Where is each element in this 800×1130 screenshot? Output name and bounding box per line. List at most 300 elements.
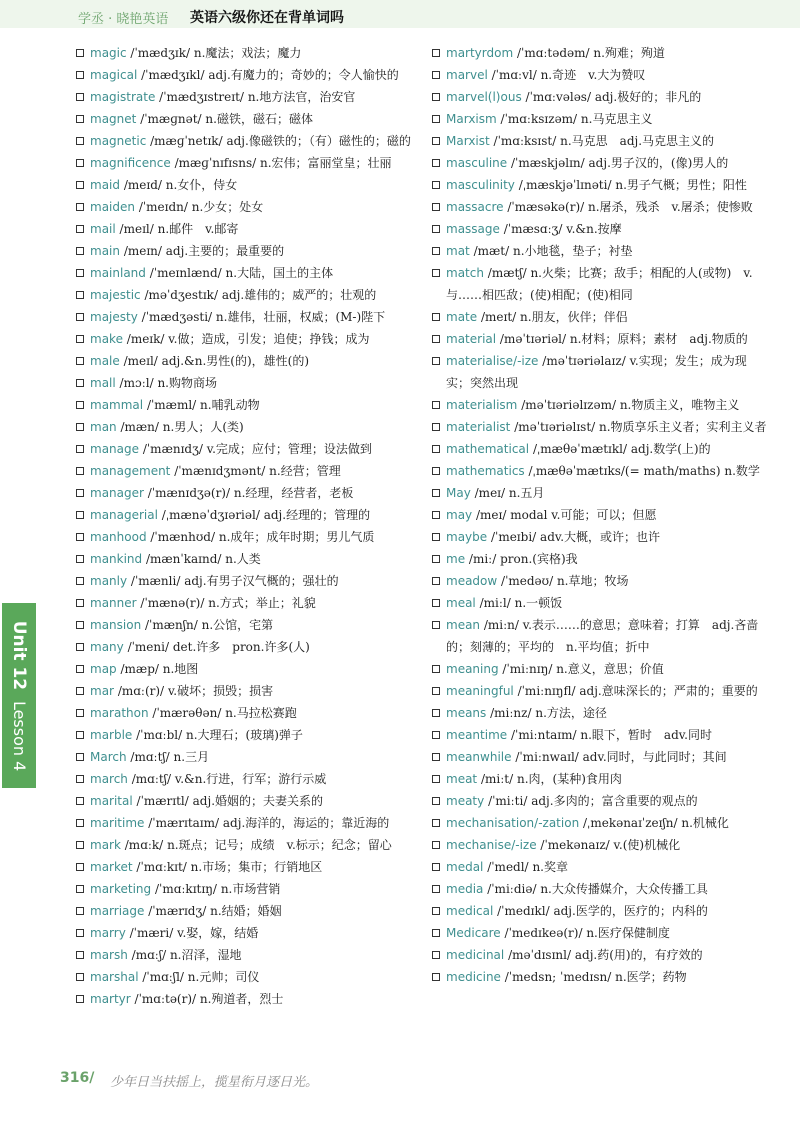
vocab-word: Marxist bbox=[446, 134, 490, 148]
vocab-definition: adj.医学的，医疗的；内科的 bbox=[553, 904, 708, 918]
vocab-pronunciation: /ˈmiːdiə/ bbox=[487, 882, 537, 896]
vocab-pronunciation: /ˈmænʃn/ bbox=[145, 618, 198, 632]
vocab-definition: v.实现；发生；成为现实；突然出现 bbox=[446, 354, 747, 390]
checkbox-icon[interactable] bbox=[76, 621, 84, 629]
vocab-pronunciation: /mɔːl/ bbox=[119, 376, 154, 390]
checkbox-icon[interactable] bbox=[76, 819, 84, 827]
checkbox-icon[interactable] bbox=[432, 907, 440, 915]
vocab-pronunciation: /ˈmeɪbi/ bbox=[490, 530, 537, 544]
unit-tab bbox=[2, 603, 36, 788]
vocab-word: May bbox=[446, 486, 471, 500]
vocab-pronunciation: /məˈtɪəriəlaɪz/ bbox=[542, 354, 626, 368]
checkbox-icon[interactable] bbox=[432, 423, 440, 431]
vocab-word: magical bbox=[90, 68, 138, 82]
vocab-entry bbox=[76, 570, 416, 592]
checkbox-icon[interactable] bbox=[432, 93, 440, 101]
vocab-word: marvel(l)ous bbox=[446, 90, 522, 104]
vocab-entry bbox=[432, 174, 767, 196]
vocab-word: medicinal bbox=[446, 948, 505, 962]
vocab-pronunciation: /ˈmiːntaɪm/ bbox=[510, 728, 577, 742]
checkbox-icon[interactable] bbox=[76, 313, 84, 321]
vocab-definition: adj.主要的；最重要的 bbox=[165, 244, 285, 258]
vocab-definition: n.宏伟；富丽堂皇；壮丽 bbox=[260, 156, 392, 170]
vocab-definition: n.屠杀，残杀 v.屠杀；使惨败 bbox=[588, 200, 753, 214]
vocab-pronunciation: /mæɡˈnɪfɪsns/ bbox=[174, 156, 257, 170]
vocab-entry bbox=[432, 86, 767, 108]
vocab-definition: n.马克思主义 bbox=[580, 112, 653, 126]
vocab-pronunciation: /miːn/ bbox=[483, 618, 519, 632]
checkbox-icon[interactable] bbox=[76, 115, 84, 123]
vocab-pronunciation: /ˈmɑːvl/ bbox=[491, 68, 537, 82]
vocab-entry bbox=[76, 526, 416, 548]
checkbox-icon[interactable] bbox=[76, 907, 84, 915]
vocab-word: majesty bbox=[90, 310, 138, 324]
vocab-definition: n.经理，经营者，老板 bbox=[233, 486, 354, 500]
vocab-word: magistrate bbox=[90, 90, 156, 104]
checkbox-icon[interactable] bbox=[76, 269, 84, 277]
vocab-pronunciation: /mætʃ/ bbox=[487, 266, 527, 280]
vocab-entry bbox=[432, 548, 767, 570]
vocab-definition: v.破坏；损毁；损害 bbox=[167, 684, 274, 698]
checkbox-icon[interactable] bbox=[432, 797, 440, 805]
vocab-word: magnetic bbox=[90, 134, 147, 148]
checkbox-icon[interactable] bbox=[432, 247, 440, 255]
vocab-definition: v.表示……的意思；意味着；打算 adj.吝啬的；刻薄的；平均的 n.平均值；折中 bbox=[446, 618, 759, 654]
vocab-word: materialise/-ize bbox=[446, 354, 539, 368]
vocab-entry bbox=[76, 284, 416, 306]
vocab-entry bbox=[432, 526, 767, 548]
vocab-word: marketing bbox=[90, 882, 152, 896]
checkbox-icon[interactable] bbox=[432, 731, 440, 739]
checkbox-icon[interactable] bbox=[432, 709, 440, 717]
page-number: 316/ bbox=[60, 1070, 95, 1086]
vocab-definition: n.成年；成年时期；男儿气质 bbox=[218, 530, 375, 544]
checkbox-icon[interactable] bbox=[76, 643, 84, 651]
vocab-entry bbox=[432, 240, 767, 262]
checkbox-icon[interactable] bbox=[76, 467, 84, 475]
vocab-pronunciation: /meɪn/ bbox=[123, 244, 162, 258]
checkbox-icon[interactable] bbox=[432, 357, 440, 365]
vocab-pronunciation: /ˈmærɪtl/ bbox=[136, 794, 189, 808]
vocab-entry bbox=[76, 130, 416, 152]
vocab-definition: n.元帅；司仪 bbox=[187, 970, 260, 984]
vocab-word: manager bbox=[90, 486, 144, 500]
checkbox-icon[interactable] bbox=[432, 511, 440, 519]
vocab-entry bbox=[76, 152, 416, 174]
vocab-definition: n.殉难；殉道 bbox=[593, 46, 665, 60]
vocab-definition: modal v.可能；可以；但愿 bbox=[510, 508, 657, 522]
checkbox-icon[interactable] bbox=[432, 115, 440, 123]
vocab-definition: n.殉道者，烈士 bbox=[199, 992, 284, 1006]
vocab-pronunciation: /ˈmænə(r)/ bbox=[140, 596, 205, 610]
checkbox-icon[interactable] bbox=[432, 753, 440, 761]
checkbox-icon[interactable] bbox=[432, 973, 440, 981]
checkbox-icon[interactable] bbox=[432, 885, 440, 893]
vocab-definition: adj.雄伟的；威严的；壮观的 bbox=[221, 288, 377, 302]
vocab-definition: n.方法，途径 bbox=[535, 706, 607, 720]
checkbox-icon[interactable] bbox=[432, 665, 440, 673]
vocab-word: marry bbox=[90, 926, 126, 940]
vocab-word: material bbox=[446, 332, 497, 346]
checkbox-icon[interactable] bbox=[76, 291, 84, 299]
vocab-entry bbox=[432, 658, 767, 680]
vocab-pronunciation: /ˈmæskjəlɪn/ bbox=[510, 156, 585, 170]
vocab-word: masculine bbox=[446, 156, 508, 170]
vocab-pronunciation: /mænˈkaɪnd/ bbox=[145, 552, 222, 566]
checkbox-icon[interactable] bbox=[432, 555, 440, 563]
vocab-word: match bbox=[446, 266, 484, 280]
vocab-definition: adj.有魔力的；奇妙的；令人愉快的 bbox=[208, 68, 399, 82]
vocab-definition: n.朋友，伙伴；伴侣 bbox=[520, 310, 628, 324]
vocab-entry bbox=[432, 790, 767, 812]
vocab-entry bbox=[432, 64, 767, 86]
checkbox-icon[interactable] bbox=[432, 137, 440, 145]
vocab-word: magic bbox=[90, 46, 127, 60]
vocab-entry bbox=[76, 372, 416, 394]
vocab-word: martyr bbox=[90, 992, 131, 1006]
vocab-pronunciation: /ˈmænli/ bbox=[130, 574, 181, 588]
checkbox-icon[interactable] bbox=[76, 797, 84, 805]
checkbox-icon[interactable] bbox=[432, 181, 440, 189]
checkbox-icon[interactable] bbox=[76, 335, 84, 343]
vocab-word: meanwhile bbox=[446, 750, 512, 764]
vocab-entry bbox=[76, 878, 416, 900]
vocab-entry bbox=[432, 394, 767, 416]
vocab-entry bbox=[76, 416, 416, 438]
vocab-word: marshal bbox=[90, 970, 139, 984]
vocab-word: management bbox=[90, 464, 171, 478]
vocab-definition: adj.有男子汉气概的；强壮的 bbox=[184, 574, 339, 588]
checkbox-icon[interactable] bbox=[76, 599, 84, 607]
vocab-word: materialist bbox=[446, 420, 511, 434]
checkbox-icon[interactable] bbox=[76, 753, 84, 761]
vocab-pronunciation: /ˈmiːti/ bbox=[488, 794, 528, 808]
vocab-word: meadow bbox=[446, 574, 498, 588]
vocab-entry bbox=[76, 460, 416, 482]
vocab-word: mar bbox=[90, 684, 114, 698]
vocab-pronunciation: /ˌmæθəˈmætɪks/(= math/maths) bbox=[528, 464, 721, 478]
vocab-definition: n.购物商场 bbox=[157, 376, 217, 390]
checkbox-icon[interactable] bbox=[76, 247, 84, 255]
checkbox-icon[interactable] bbox=[76, 929, 84, 937]
vocab-entry bbox=[432, 768, 767, 790]
checkbox-icon[interactable] bbox=[76, 423, 84, 431]
vocab-definition: n.一顿饭 bbox=[514, 596, 563, 610]
vocab-word: masculinity bbox=[446, 178, 515, 192]
vocab-entry bbox=[76, 306, 416, 328]
vocab-word: materialism bbox=[446, 398, 518, 412]
vocab-pronunciation: /meɪl/ bbox=[119, 222, 154, 236]
vocab-pronunciation: /meɪ/ bbox=[475, 508, 507, 522]
checkbox-icon[interactable] bbox=[432, 577, 440, 585]
vocab-word: mankind bbox=[90, 552, 143, 566]
right-column bbox=[432, 42, 767, 988]
vocab-entry bbox=[432, 746, 767, 768]
vocab-word: mechanisation/-zation bbox=[446, 816, 580, 830]
vocab-entry bbox=[432, 944, 767, 966]
vocab-word: marvel bbox=[446, 68, 488, 82]
vocab-definition: adj.药(用)的，有疗效的 bbox=[574, 948, 703, 962]
checkbox-icon[interactable] bbox=[76, 225, 84, 233]
checkbox-icon[interactable] bbox=[76, 973, 84, 981]
vocab-definition: n.地图 bbox=[162, 662, 199, 676]
checkbox-icon[interactable] bbox=[76, 775, 84, 783]
footer-motto: 少年日当扶摇上，揽星衔月逐日光。 bbox=[110, 1075, 319, 1090]
vocab-pronunciation: /ˈmiːnɪŋ/ bbox=[502, 662, 553, 676]
vocab-word: medicine bbox=[446, 970, 501, 984]
vocab-entry bbox=[432, 856, 767, 878]
vocab-entry bbox=[432, 702, 767, 724]
vocab-entry bbox=[76, 240, 416, 262]
vocab-word: male bbox=[90, 354, 120, 368]
vocab-word: manly bbox=[90, 574, 128, 588]
checkbox-icon[interactable] bbox=[76, 533, 84, 541]
checkbox-icon[interactable] bbox=[76, 49, 84, 57]
vocab-word: mate bbox=[446, 310, 478, 324]
checkbox-icon[interactable] bbox=[432, 49, 440, 57]
checkbox-icon[interactable] bbox=[432, 401, 440, 409]
vocab-word: maritime bbox=[90, 816, 145, 830]
checkbox-icon[interactable] bbox=[432, 445, 440, 453]
vocab-definition: v.做；造成，引发；追使；挣钱；成为 bbox=[168, 332, 370, 346]
vocab-pronunciation: /məˈtɪəriəlɪst/ bbox=[514, 420, 596, 434]
vocab-entry bbox=[432, 812, 767, 834]
vocab-word: manage bbox=[90, 442, 140, 456]
vocab-word: massacre bbox=[446, 200, 504, 214]
vocab-word: manner bbox=[90, 596, 137, 610]
vocab-pronunciation: /mæp/ bbox=[120, 662, 159, 676]
vocab-entry bbox=[76, 42, 416, 64]
vocab-entry bbox=[432, 922, 767, 944]
vocab-definition: n.结婚；婚姻 bbox=[210, 904, 282, 918]
vocab-word: make bbox=[90, 332, 123, 346]
vocab-definition: v.(使)机械化 bbox=[613, 838, 681, 852]
vocab-entry bbox=[432, 460, 767, 482]
vocab-entry bbox=[76, 768, 416, 790]
vocab-pronunciation: /məˈtɪəriəlɪzəm/ bbox=[521, 398, 616, 412]
checkbox-icon[interactable] bbox=[432, 71, 440, 79]
checkbox-icon[interactable] bbox=[76, 731, 84, 739]
vocab-pronunciation: /ˈmædʒɪkl/ bbox=[141, 68, 205, 82]
vocab-word: map bbox=[90, 662, 117, 676]
vocab-entry bbox=[76, 636, 416, 658]
vocab-pronunciation: /məˈdɪsɪnl/ bbox=[508, 948, 572, 962]
vocab-entry bbox=[76, 724, 416, 746]
checkbox-icon[interactable] bbox=[76, 401, 84, 409]
checkbox-icon[interactable] bbox=[432, 951, 440, 959]
vocab-pronunciation: /mæɡˈnetɪk/ bbox=[150, 134, 223, 148]
vocab-pronunciation: /ˌmekənaɪˈzeɪʃn/ bbox=[583, 816, 678, 830]
vocab-entry bbox=[432, 504, 767, 526]
checkbox-icon[interactable] bbox=[76, 687, 84, 695]
checkbox-icon[interactable] bbox=[432, 489, 440, 497]
vocab-pronunciation: /mæt/ bbox=[473, 244, 510, 258]
checkbox-icon[interactable] bbox=[76, 159, 84, 167]
vocab-pronunciation: /miːt/ bbox=[480, 772, 514, 786]
vocab-entry bbox=[76, 350, 416, 372]
vocab-definition: adv.同时，与此同时；其间 bbox=[582, 750, 727, 764]
vocab-pronunciation: /mɑːk/ bbox=[124, 838, 164, 852]
vocab-word: me bbox=[446, 552, 466, 566]
vocab-pronunciation: /ˈmɑːksɪst/ bbox=[493, 134, 557, 148]
vocab-definition: adj.婚姻的；夫妻关系的 bbox=[192, 794, 324, 808]
vocab-entry bbox=[432, 482, 767, 504]
checkbox-icon[interactable] bbox=[432, 313, 440, 321]
vocab-word: marble bbox=[90, 728, 133, 742]
vocab-word: meal bbox=[446, 596, 476, 610]
vocab-entry bbox=[432, 350, 767, 394]
checkbox-icon[interactable] bbox=[76, 995, 84, 1003]
vocab-pronunciation: /ˈmæɡnət/ bbox=[140, 112, 202, 126]
page-footer bbox=[0, 1070, 800, 1094]
checkbox-icon[interactable] bbox=[76, 511, 84, 519]
vocab-pronunciation: /meɪd/ bbox=[123, 178, 162, 192]
vocab-entry bbox=[432, 614, 767, 658]
vocab-definition: adj.数学(上)的 bbox=[630, 442, 711, 456]
vocab-definition: n.草地；牧场 bbox=[556, 574, 629, 588]
vocab-word: marriage bbox=[90, 904, 145, 918]
checkbox-icon[interactable] bbox=[432, 225, 440, 233]
vocab-entry bbox=[76, 394, 416, 416]
checkbox-icon[interactable] bbox=[432, 841, 440, 849]
vocab-entry bbox=[76, 856, 416, 878]
vocab-entry bbox=[76, 812, 416, 834]
checkbox-icon[interactable] bbox=[432, 533, 440, 541]
vocab-word: medal bbox=[446, 860, 484, 874]
vocab-pronunciation: /ˌmæθəˈmætɪkl/ bbox=[532, 442, 628, 456]
vocab-entry bbox=[76, 196, 416, 218]
vocab-entry bbox=[76, 966, 416, 988]
vocab-definition: adj.极好的；非凡的 bbox=[594, 90, 702, 104]
vocab-word: mechanise/-ize bbox=[446, 838, 537, 852]
checkbox-icon[interactable] bbox=[76, 445, 84, 453]
checkbox-icon[interactable] bbox=[76, 665, 84, 673]
vocab-entry bbox=[76, 790, 416, 812]
vocab-pronunciation: /mɑːʃ/ bbox=[131, 948, 167, 962]
vocab-pronunciation: /ˈmæsəkə(r)/ bbox=[507, 200, 585, 214]
vocab-word: medical bbox=[446, 904, 494, 918]
vocab-definition: n.沼泽，湿地 bbox=[169, 948, 242, 962]
vocab-word: majestic bbox=[90, 288, 141, 302]
checkbox-icon[interactable] bbox=[76, 577, 84, 585]
vocab-entry bbox=[76, 108, 416, 130]
vocab-word: massage bbox=[446, 222, 500, 236]
vocab-word: mainland bbox=[90, 266, 146, 280]
vocab-definition: n.女仆，侍女 bbox=[165, 178, 238, 192]
vocab-definition: n.奖章 bbox=[532, 860, 568, 874]
vocab-word: mail bbox=[90, 222, 116, 236]
vocab-pronunciation: /ˈmæml/ bbox=[146, 398, 197, 412]
vocab-pronunciation: /məˈdʒestɪk/ bbox=[144, 288, 218, 302]
vocab-word: Marxism bbox=[446, 112, 497, 126]
checkbox-icon[interactable] bbox=[432, 467, 440, 475]
checkbox-icon[interactable] bbox=[76, 709, 84, 717]
vocab-word: meaty bbox=[446, 794, 485, 808]
checkbox-icon[interactable] bbox=[432, 203, 440, 211]
vocab-definition: n.材料；原料；素材 adj.物质的 bbox=[569, 332, 748, 346]
checkbox-icon[interactable] bbox=[432, 335, 440, 343]
checkbox-icon[interactable] bbox=[432, 819, 440, 827]
vocab-entry bbox=[76, 658, 416, 680]
checkbox-icon[interactable] bbox=[76, 137, 84, 145]
vocab-entry bbox=[76, 900, 416, 922]
vocab-pronunciation: /ˈmæri/ bbox=[129, 926, 174, 940]
vocab-entry bbox=[432, 152, 767, 174]
checkbox-icon[interactable] bbox=[76, 379, 84, 387]
vocab-definition: n.马克思 adj.马克思主义的 bbox=[560, 134, 715, 148]
checkbox-icon[interactable] bbox=[432, 159, 440, 167]
vocab-word: manhood bbox=[90, 530, 147, 544]
vocab-word: main bbox=[90, 244, 120, 258]
vocab-definition: n.机械化 bbox=[681, 816, 729, 830]
vocab-pronunciation: /ˈmedl/ bbox=[487, 860, 529, 874]
vocab-word: media bbox=[446, 882, 484, 896]
vocab-word: mean bbox=[446, 618, 481, 632]
checkbox-icon[interactable] bbox=[432, 687, 440, 695]
vocab-pronunciation: /ˈmedɪkeə(r)/ bbox=[504, 926, 583, 940]
vocab-pronunciation: /ˈmedəʊ/ bbox=[501, 574, 554, 588]
vocab-word: March bbox=[90, 750, 127, 764]
vocab-word: many bbox=[90, 640, 124, 654]
vocab-definition: det.许多 pron.许多(人) bbox=[172, 640, 310, 654]
checkbox-icon[interactable] bbox=[432, 775, 440, 783]
vocab-word: market bbox=[90, 860, 133, 874]
checkbox-icon[interactable] bbox=[432, 269, 440, 277]
checkbox-icon[interactable] bbox=[432, 621, 440, 629]
checkbox-icon[interactable] bbox=[76, 555, 84, 563]
checkbox-icon[interactable] bbox=[76, 951, 84, 959]
vocab-definition: n.公馆，宅第 bbox=[201, 618, 274, 632]
vocab-pronunciation: /ˌmæskjəˈlɪnəti/ bbox=[518, 178, 612, 192]
checkbox-icon[interactable] bbox=[76, 93, 84, 101]
vocab-definition: v.&n.行进，行军；游行示威 bbox=[174, 772, 327, 786]
vocab-pronunciation: /ˈmeni/ bbox=[127, 640, 170, 654]
book-title: 英语六级你还在背单词吗 bbox=[190, 10, 344, 26]
vocab-entry bbox=[432, 130, 767, 152]
vocab-definition: n.人类 bbox=[225, 552, 261, 566]
vocab-entry bbox=[432, 878, 767, 900]
vocab-entry bbox=[76, 944, 416, 966]
vocab-entry bbox=[432, 196, 767, 218]
vocab-definition: n.奇迹 v.大为赞叹 bbox=[540, 68, 646, 82]
checkbox-icon[interactable] bbox=[432, 599, 440, 607]
vocab-pronunciation: /mæn/ bbox=[120, 420, 159, 434]
vocab-entry bbox=[432, 328, 767, 350]
checkbox-icon[interactable] bbox=[76, 203, 84, 211]
checkbox-icon[interactable] bbox=[76, 357, 84, 365]
vocab-definition: adj.多肉的；富含重要的观点的 bbox=[531, 794, 698, 808]
checkbox-icon[interactable] bbox=[76, 885, 84, 893]
vocab-word: mathematics bbox=[446, 464, 525, 478]
vocab-definition: n.雄伟，壮丽，权威；(M-)陛下 bbox=[215, 310, 386, 324]
checkbox-icon[interactable] bbox=[76, 489, 84, 497]
checkbox-icon[interactable] bbox=[432, 863, 440, 871]
checkbox-icon[interactable] bbox=[432, 929, 440, 937]
vocab-entry bbox=[76, 922, 416, 944]
vocab-definition: adj.&n.男性(的)，雄性(的) bbox=[161, 354, 309, 368]
vocab-word: meaningful bbox=[446, 684, 514, 698]
checkbox-icon[interactable] bbox=[76, 863, 84, 871]
checkbox-icon[interactable] bbox=[76, 841, 84, 849]
vocab-definition: n.方式；举止；礼貌 bbox=[208, 596, 316, 610]
checkbox-icon[interactable] bbox=[76, 71, 84, 79]
vocab-definition: n.小地毯，垫子；衬垫 bbox=[512, 244, 633, 258]
vocab-definition: n.男人；人(类) bbox=[162, 420, 244, 434]
checkbox-icon[interactable] bbox=[76, 181, 84, 189]
vocab-word: marital bbox=[90, 794, 133, 808]
vocab-entry bbox=[432, 724, 767, 746]
vocab-pronunciation: /ˈmiːnwaɪl/ bbox=[515, 750, 579, 764]
